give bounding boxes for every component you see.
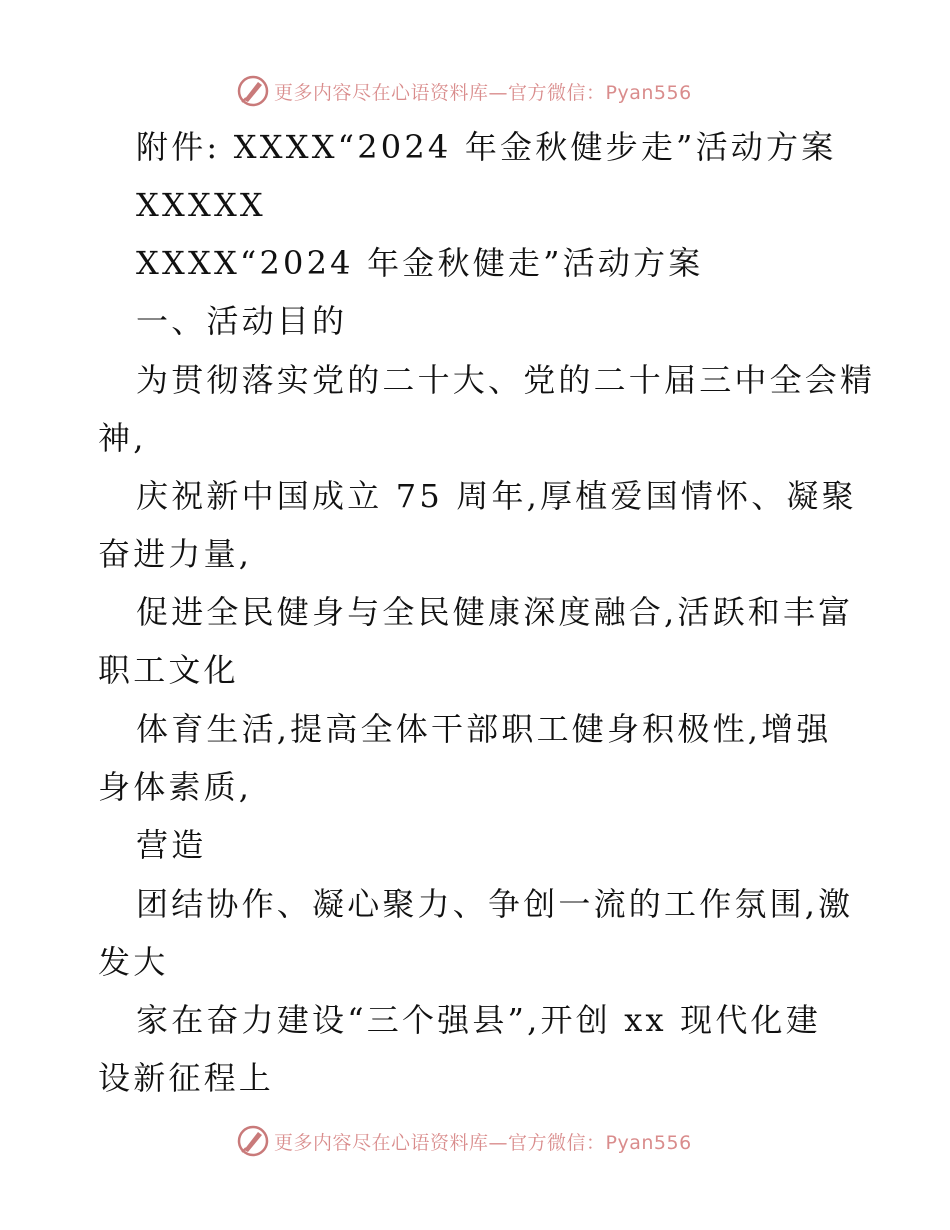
plan-title: XXXX“2024 年金秋健走”活动方案 (136, 244, 704, 282)
paragraph-line: 促进全民健身与全民健康深度融合,活跃和丰富 (136, 593, 854, 631)
watermark-text: 更多内容尽在心语资料库—官方微信：Pyan556 (274, 1131, 692, 1154)
paragraph-line: 体育生活,提高全体干部职工健身积极性,增强 (136, 710, 832, 748)
paragraph-line: 营造 (136, 826, 207, 864)
pen-logo-icon (236, 74, 270, 108)
paragraph-line: 发大 (98, 943, 169, 981)
paragraph-line: 庆祝新中国成立 75 周年,厚植爱国情怀、凝聚 (136, 477, 857, 515)
watermark-text: 更多内容尽在心语资料库—官方微信：Pyan556 (274, 81, 692, 104)
paragraph-line: 身体素质, (98, 768, 253, 806)
paragraph-line: 团结协作、凝心聚力、争创一流的工作氛围,激 (136, 885, 854, 923)
organization-name: XXXXX (136, 186, 266, 224)
paragraph-line: 职工文化 (98, 651, 239, 689)
paragraph-line: 奋进力量, (98, 535, 253, 573)
section-heading: 一、活动目的 (136, 302, 348, 340)
paragraph-line: 家在奋力建设“三个强县”,开创 xx 现代化建 (136, 1001, 821, 1039)
paragraph-line: 神, (98, 419, 147, 457)
paragraph-line: 设新征程上 (98, 1059, 275, 1097)
watermark-footer (236, 1124, 692, 1158)
attachment-title: 附件: XXXX“2024 年金秋健步走”活动方案 (136, 128, 837, 166)
watermark-header (236, 74, 692, 108)
paragraph-line: 为贯彻落实党的二十大、党的二十届三中全会精 (136, 361, 876, 399)
pen-logo-icon (236, 1124, 270, 1158)
